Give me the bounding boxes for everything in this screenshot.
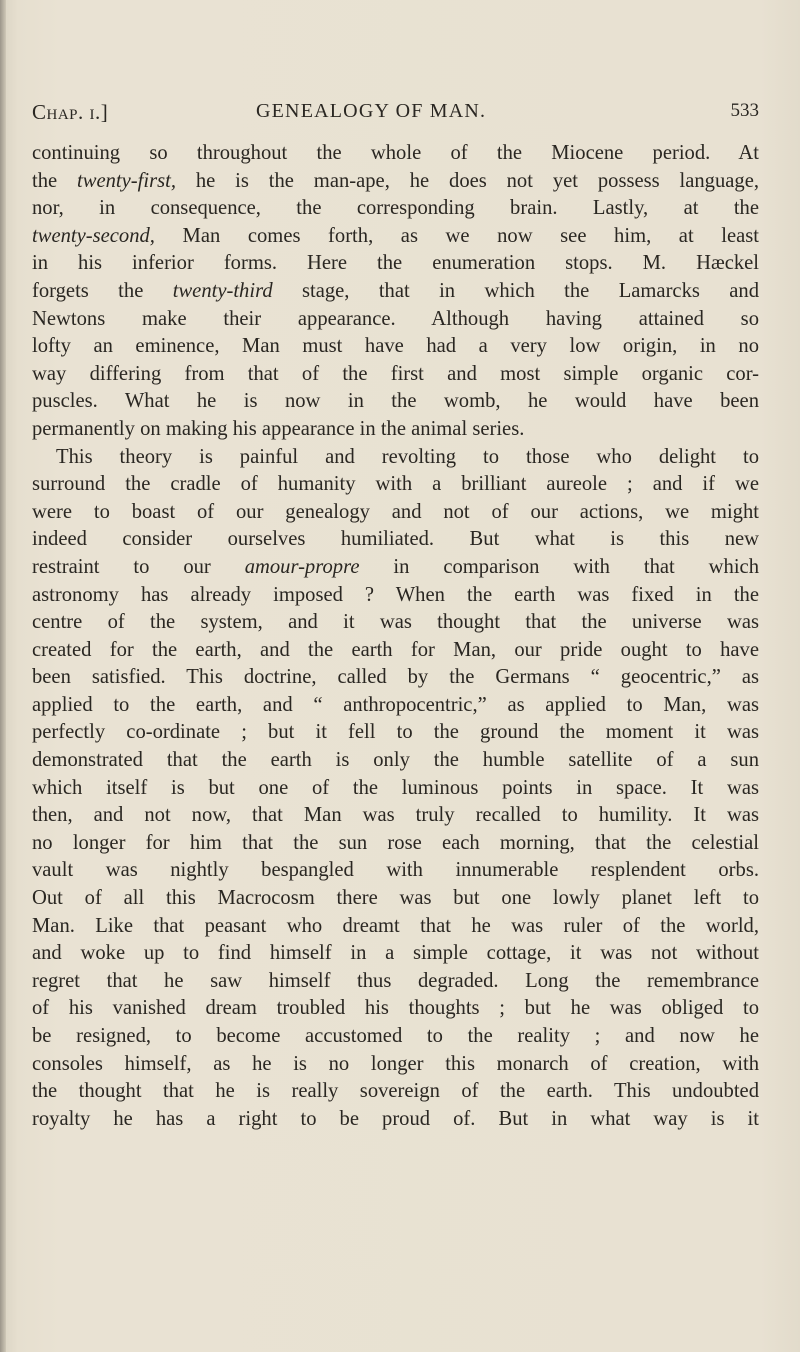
text-line: [32, 637, 759, 665]
text-line: [32, 1051, 759, 1079]
text-line: [32, 609, 759, 637]
text-span: This theory is painful and revolting to those who delight to: [56, 445, 759, 468]
text-line: [32, 719, 759, 747]
page-number: 533: [730, 100, 759, 121]
text-span: then, and not now, that Man was truly recalled to humility. It was: [32, 804, 759, 827]
text-line: [32, 747, 759, 775]
text-span: permanently on making his appearance in the animal series.: [32, 417, 525, 440]
text-span: no longer for him that the sun rose each morning, that the celestial: [32, 831, 759, 854]
text-line: [32, 361, 759, 389]
text-span: were to boast of our genealogy and not of our actions, we might: [32, 500, 759, 523]
text-line: [32, 802, 759, 830]
text-span: in comparison with that which: [359, 555, 759, 578]
text-line: [32, 388, 759, 416]
text-line: [32, 692, 759, 720]
text-span: and woke up to find himself in a simple cottage, it was not without: [32, 942, 759, 965]
text-span: vault was nightly bespangled with innumerable resplendent orbs.: [32, 859, 759, 882]
text-span: centre of the system, and it was thought that the universe was: [32, 611, 759, 634]
text-span: astronomy has already imposed ? When the earth was fixed in the: [32, 583, 759, 606]
italic-text: twenty-second,: [32, 224, 155, 247]
body-text: [32, 140, 759, 1133]
text-span: perfectly co-ordinate ; but it fell to the ground the moment it was: [32, 721, 759, 744]
text-line: [32, 223, 759, 251]
text-line: [32, 444, 759, 472]
page-gutter-shadow: [0, 0, 6, 1352]
italic-text: amour-propre: [244, 555, 360, 578]
text-span: stage, that in which the Lamarcks and: [272, 279, 759, 302]
text-span: applied to the earth, and “ anthropocentric,” as applied to Man, was: [32, 693, 759, 716]
text-line: [32, 582, 759, 610]
text-line: [32, 471, 759, 499]
text-line: [32, 968, 759, 996]
text-span: the thought that he is really sovereign of the earth. This undoubted: [32, 1080, 759, 1103]
text-line: [32, 554, 759, 582]
text-span: way differing from that of the first and most simple organic cor-: [32, 362, 759, 385]
text-span: royalty he has a right to be proud of. But in what way is it: [32, 1107, 759, 1130]
text-line: [32, 306, 759, 334]
text-line: [32, 857, 759, 885]
text-line: [32, 168, 759, 196]
text-line: [32, 140, 759, 168]
text-span: indeed consider ourselves humiliated. But what is this new: [32, 528, 759, 551]
text-line: [32, 775, 759, 803]
italic-text: twenty-first,: [77, 169, 176, 192]
text-line: [32, 416, 759, 444]
text-span: regret that he saw himself thus degraded. Long the remembrance: [32, 969, 759, 992]
text-span: Out of all this Macrocosm there was but one lowly planet left to: [32, 887, 759, 910]
text-span: nor, in consequence, the corresponding brain. Lastly, at the: [32, 197, 759, 220]
text-line: [32, 830, 759, 858]
text-span: continuing so throughout the whole of the Miocene period. At: [32, 142, 759, 164]
text-line: [32, 664, 759, 692]
text-span: Newtons make their appearance. Although having attained so: [32, 307, 759, 330]
text-line: [32, 995, 759, 1023]
text-line: [32, 1106, 759, 1134]
text-line: [32, 940, 759, 968]
text-span: lofty an eminence, Man must have had a very low origin, in no: [32, 335, 759, 358]
text-span: the: [32, 169, 78, 192]
text-span: created for the earth, and the earth for Man, our pride ought to have: [32, 638, 759, 661]
text-span: he is the man-ape, he does not yet possess language,: [176, 169, 759, 192]
running-title: GENEALOGY OF MAN.: [256, 100, 487, 122]
text-line: [32, 1023, 759, 1051]
italic-text: twenty-third: [172, 279, 273, 302]
text-span: consoles himself, as he is no longer this monarch of creation, with: [32, 1052, 759, 1075]
text-span: in his inferior forms. Here the enumeration stops. M. Hæckel: [32, 252, 759, 275]
text-span: puscles. What he is now in the womb, he would have been: [32, 390, 759, 413]
text-line: [32, 526, 759, 554]
text-line: [32, 278, 759, 306]
text-line: [32, 1078, 759, 1106]
text-line: [32, 499, 759, 527]
running-header: [32, 100, 759, 130]
text-line: [32, 913, 759, 941]
chapter-marker: Chap. i.]: [32, 100, 109, 124]
text-span: surround the cradle of humanity with a brilliant aureole ; and if we: [32, 473, 759, 496]
text-span: been satisfied. This doctrine, called by the Germans “ geocentric,” as: [32, 666, 759, 689]
text-span: be resigned, to become accustomed to the reality ; and now he: [32, 1025, 759, 1047]
text-line: [32, 885, 759, 913]
text-span: restraint to our: [32, 555, 245, 578]
text-line: [32, 333, 759, 361]
text-line: [32, 250, 759, 278]
text-span: demonstrated that the earth is only the humble satellite of a sun: [32, 749, 759, 772]
text-span: of his vanished dream troubled his thoughts ; but he was obliged to: [32, 997, 759, 1020]
text-span: which itself is but one of the luminous points in space. It was: [32, 776, 759, 799]
text-span: forgets the: [32, 279, 173, 302]
text-line: [32, 195, 759, 223]
text-span: Man. Like that peasant who dreamt that he was ruler of the world,: [32, 914, 759, 937]
text-span: Man comes forth, as we now see him, at least: [154, 224, 759, 247]
